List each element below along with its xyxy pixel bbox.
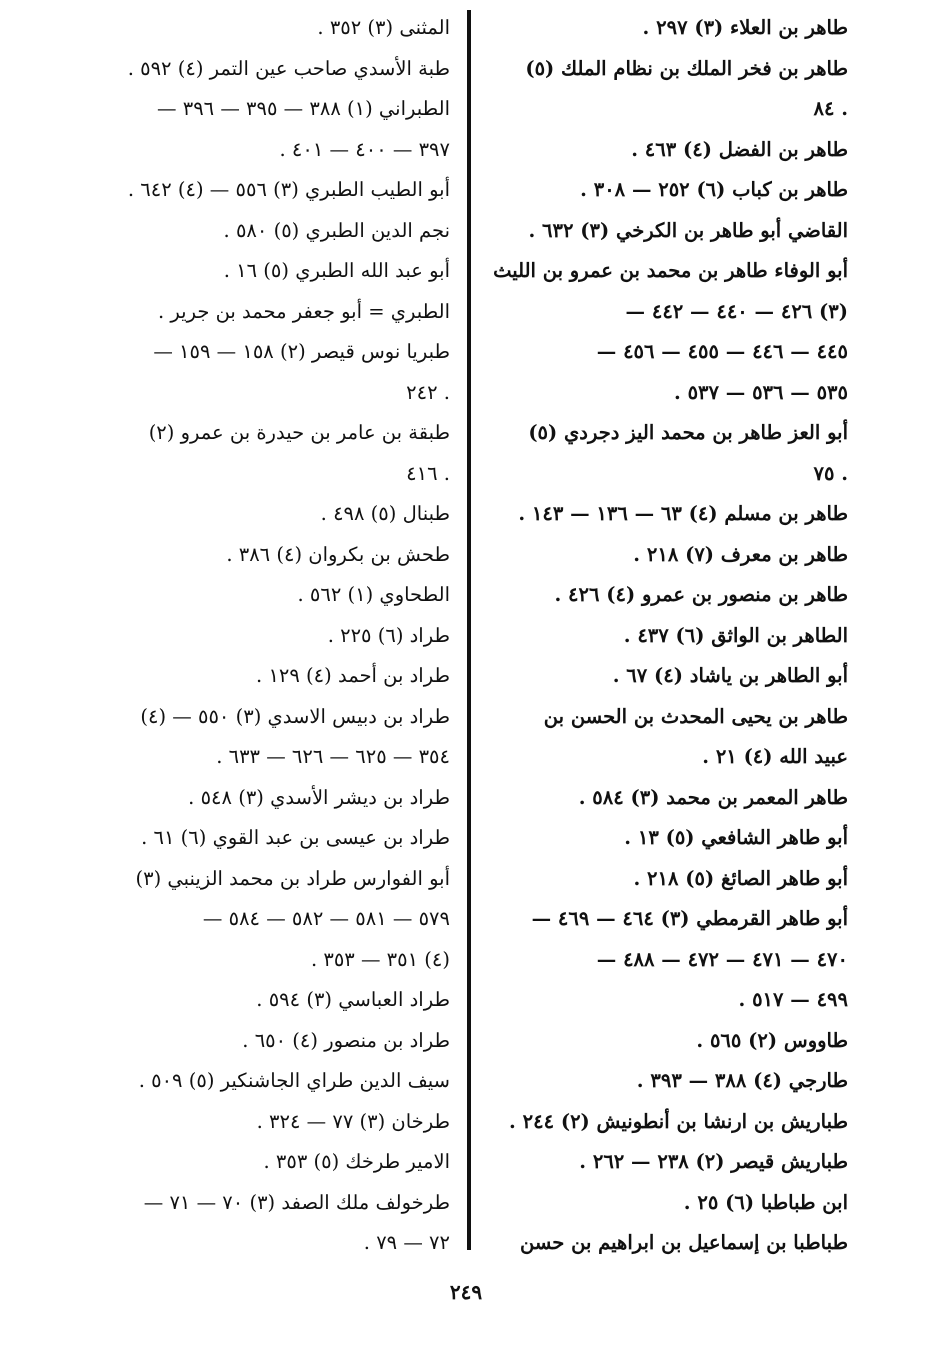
index-entry-line: طرخولف ملك الصفد (٣) ٧٠ — ٧١ — (143, 1190, 450, 1214)
index-entry-line: الطاهر بن الواثق (٦) ٤٣٧ . (623, 623, 848, 647)
index-entry-line: . ٤١٦ (406, 461, 450, 485)
index-entry-line: (٤) ٣٥١ — ٣٥٣ . (310, 947, 450, 971)
index-entry-line: طاهر المعمر بن محمد (٣) ٥٨٤ . (578, 785, 848, 809)
index-entry-line: أبو طاهر الشافعي (٥) ١٣ . (624, 826, 848, 849)
index-entry-line: ٥٧٩ — ٥٨١ — ٥٨٢ — ٥٨٤ — (202, 907, 450, 930)
index-entry-line: ٧٢ — ٧٩ . (363, 1231, 450, 1254)
index-entry-line: نجم الدين الطبري (٥) ٥٨٠ . (223, 218, 450, 242)
index-entry-line: أبو عبد الله الطبري (٥) ١٦ . (223, 259, 450, 282)
left-column (98, 8, 450, 1264)
page-number: ٢٤٩ (449, 1280, 483, 1304)
index-entry-line: طراد بن ديشر الأسدي (٣) ٥٤٨ . (188, 785, 450, 809)
index-entry-line: المثنى (٣) ٣٥٢ . (317, 16, 450, 39)
index-entry-line: الطبراني (١) ٣٨٨ — ٣٩٥ — ٣٩٦ — (157, 97, 450, 120)
index-entry-line: طباريش بن ارنشا بن أنطونيش (٢) ٢٤٤ . (509, 1109, 848, 1133)
index-entry-line: أبو الفوارس طراد بن محمد الزينبي (٣) (135, 866, 450, 890)
index-entry-line: طباطبا بن إسماعيل بن ابراهيم بن حسن (520, 1231, 848, 1254)
index-entry-line: ٣٥٤ — ٦٢٥ — ٦٢٦ — ٦٣٣ . (216, 745, 450, 768)
index-entry-line: طاهر بن معرف (٧) ٢١٨ . (633, 542, 848, 566)
index-entry-line: أبو طاهر الصائغ (٥) ٢١٨ . (633, 866, 848, 890)
index-entry-line: طاهر بن منصور بن عمرو (٤) ٤٢٦ . (554, 583, 848, 606)
index-entry-line: طراد (٦) ٢٢٥ . (327, 623, 450, 647)
index-entry-line: عبيد الله (٤) ٢١ . (702, 745, 848, 768)
index-entry-line: أبو العز طاهر بن محمد اليز دجردي (٥) (528, 421, 848, 444)
index-entry-line: ٣٩٧ — ٤٠٠ — ٤٠١ . (279, 137, 450, 161)
index-entry-line: ٥٣٥ — ٥٣٦ — ٥٣٧ . (674, 380, 848, 404)
index-entry-line: طرخان (٣) ٧٧ — ٣٢٤ . (256, 1109, 450, 1133)
index-entry-line: أبو الطاهر بن ياشاد (٤) ٦٧ . (612, 664, 848, 687)
index-entry-line: طراد العباسي (٣) ٥٩٤ . (256, 988, 450, 1011)
index-entry-line: أبو طاهر القرمطي (٣) ٤٦٤ — ٤٦٩ — (531, 907, 848, 930)
index-entry-line: طارجي (٤) ٣٨٨ — ٣٩٣ . (636, 1069, 848, 1092)
index-entry-line: أبو الطيب الطبري (٣) ٥٥٦ — (٤) ٦٤٢ . (127, 178, 450, 201)
right-column (490, 8, 848, 1264)
index-entry-line: طراد بن أحمد (٤) ١٢٩ . (256, 664, 450, 687)
index-entry-line: طراد بن عيسى بن عبد القوي (٦) ٦١ . (141, 826, 450, 849)
index-entry-line: طاهر بن كباب (٦) ٢٥٢ — ٣٠٨ . (580, 178, 848, 201)
index-entry-line: طبريا نوس قيصر (٢) ١٥٨ — ١٥٩ — (153, 340, 450, 363)
index-entry-line: طبنال (٥) ٤٩٨ . (320, 502, 450, 525)
index-entry-line: . ٧٥ (813, 461, 848, 485)
index-entry-line: الطحاوي (١) ٥٦٢ . (297, 583, 450, 606)
index-entry-line: الطبري = أبو جعفر محمد بن جرير . (157, 299, 450, 323)
index-entry-line: طاهر بن يحيى المحدث بن الحسن بن (543, 704, 848, 728)
index-entry-line: . ٨٤ (813, 97, 848, 120)
index-entry-line: سيف الدين طراي الجاشنكير (٥) ٥٠٩ . (138, 1069, 450, 1092)
index-entry-line: ٤٩٩ — ٥١٧ . (738, 988, 848, 1011)
index-entry-line: طراد بن منصور (٤) ٦٥٠ . (242, 1028, 450, 1052)
index-entry-line: طراد بن دبيس الاسدي (٣) ٥٥٠ — (٤) (140, 704, 450, 728)
index-entry-line: أبو الوفاء طاهر بن محمد بن عمرو بن الليث (493, 259, 848, 282)
index-entry-line: طاهر بن العلاء (٣) ٢٩٧ . (642, 16, 848, 39)
index-entry-line: طاهر بن مسلم (٤) ٦٣ — ١٣٦ — ١٤٣ . (518, 502, 848, 525)
index-entry-line: الامير طرخك (٥) ٣٥٣ . (263, 1150, 450, 1173)
index-entry-line: طبقة بن عامر بن حيدرة بن عمرو (٢) (148, 421, 450, 444)
index-entry-line: القاضي أبو طاهر بن الكرخي (٣) ٦٣٢ . (528, 218, 848, 242)
index-entry-line: ٤٧٠ — ٤٧١ — ٤٧٢ — ٤٨٨ — (596, 947, 848, 971)
index-entry-line: ابن طباطبا (٦) ٢٥ . (683, 1190, 848, 1214)
index-entry-line: طاهر بن الفضل (٤) ٤٦٣ . (631, 137, 848, 161)
index-entry-line: (٣) ٤٢٦ — ٤٤٠ — ٤٤٢ — (625, 299, 848, 323)
index-entry-line: طحش بن بكروان (٤) ٣٨٦ . (226, 542, 450, 566)
index-entry-line: طباريش قيصر (٢) ٢٣٨ — ٢٦٢ . (579, 1150, 848, 1173)
index-entry-line: . ٢٤٢ (406, 380, 450, 404)
index-entry-line: طاووس (٢) ٥٦٥ . (696, 1028, 848, 1052)
index-entry-line: طبة الأسدي صاحب عين التمر (٤) ٥٩٢ . (127, 56, 450, 80)
index-entry-line: ٤٤٥ — ٤٤٦ — ٤٥٥ — ٤٥٦ — (596, 340, 848, 363)
column-divider (467, 10, 471, 1250)
index-entry-line: طاهر بن فخر الملك بن نظام الملك (٥) (525, 56, 848, 80)
